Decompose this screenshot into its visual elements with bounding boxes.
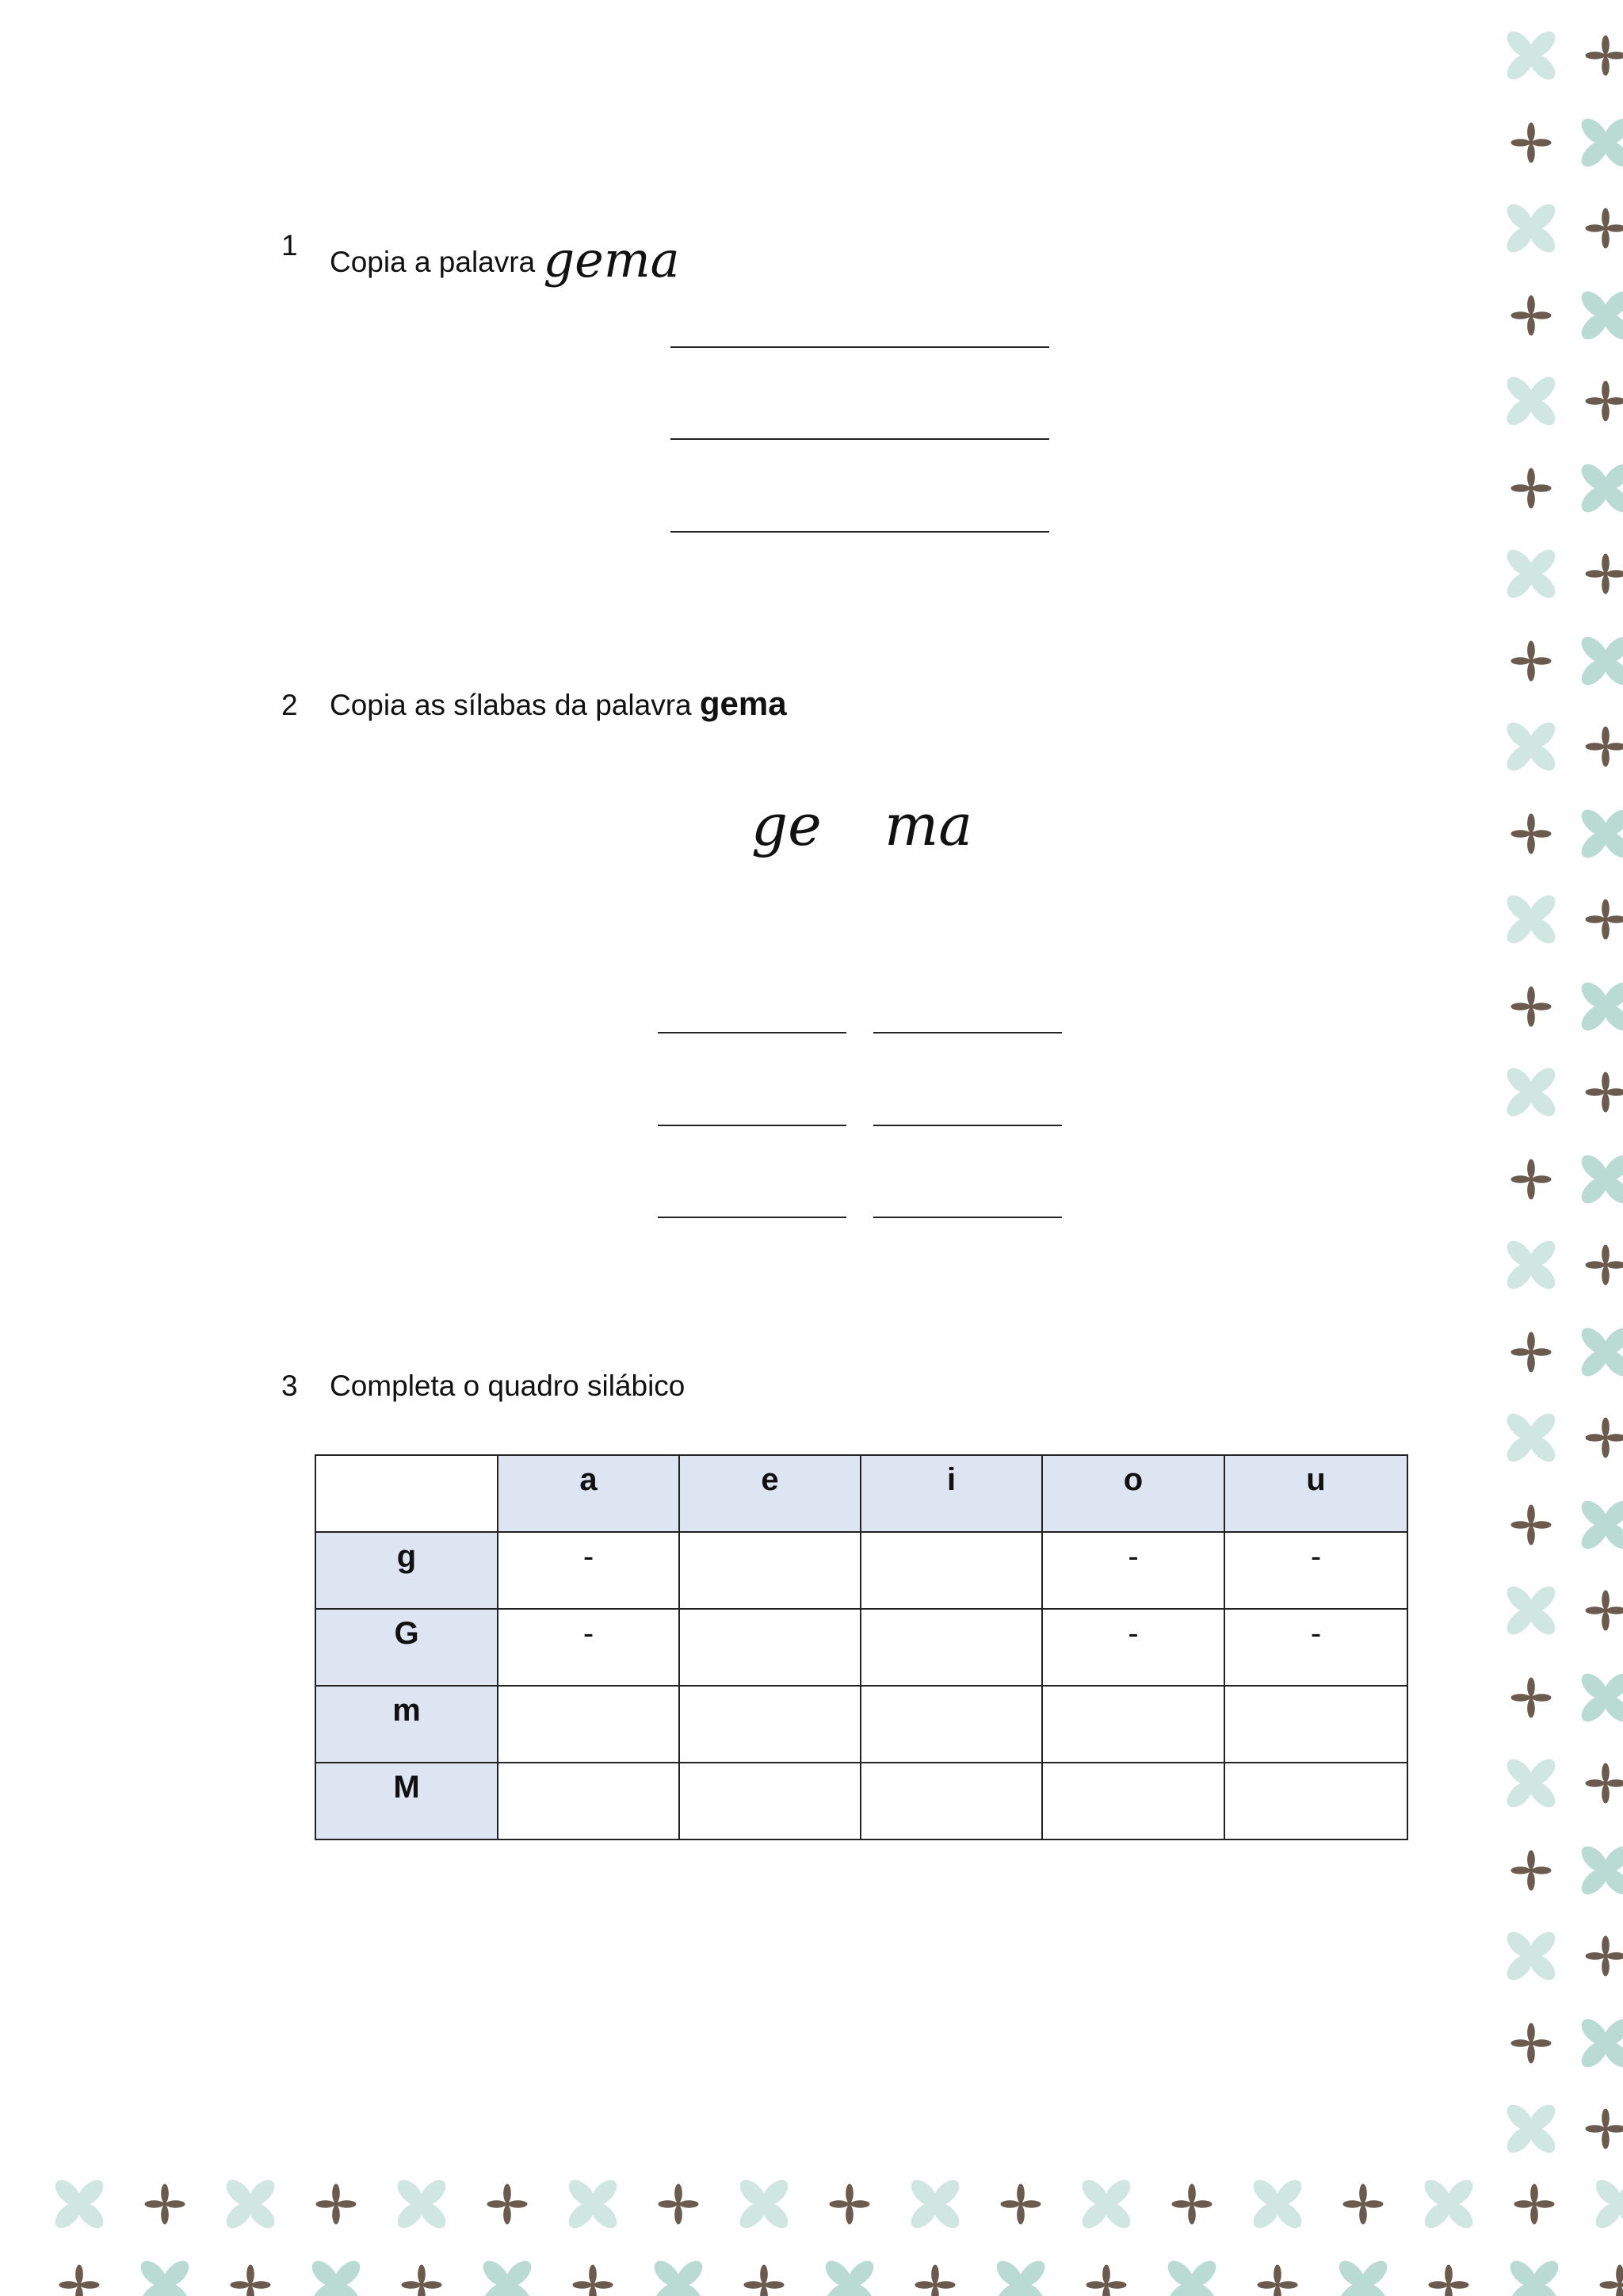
flower-icon	[136, 2256, 193, 2296]
row-header-G: G	[315, 1609, 498, 1686]
flower-icon	[1503, 2100, 1560, 2157]
flower-icon	[1577, 2015, 1623, 2072]
small-flower-icon	[744, 2265, 785, 2296]
syllable-line-ma-1[interactable]	[873, 1032, 1062, 1033]
table-cell: -	[1042, 1532, 1224, 1609]
table-cell: -	[1224, 1532, 1407, 1609]
table-row	[315, 1609, 1407, 1686]
flower-icon	[51, 2176, 108, 2233]
syllable-ma: ma	[884, 792, 973, 858]
question-2-text	[330, 687, 787, 720]
flower-icon	[1503, 545, 1560, 602]
question-3-text: Completa o quadro silábico	[330, 1370, 685, 1402]
row-header-m: m	[315, 1686, 498, 1763]
small-flower-icon	[1514, 2184, 1555, 2225]
flower-icon	[821, 2256, 878, 2296]
small-flower-icon	[1586, 727, 1623, 767]
answer-line-1[interactable]	[670, 346, 1049, 348]
flower-icon	[1078, 2176, 1135, 2233]
small-flower-icon	[659, 2184, 699, 2225]
small-flower-icon	[1586, 208, 1623, 249]
floral-border-right	[1496, 0, 1623, 2187]
small-flower-icon	[1586, 36, 1623, 76]
flower-icon	[393, 2176, 450, 2233]
small-flower-icon	[1511, 641, 1552, 682]
small-flower-icon	[1586, 381, 1623, 422]
table-cell[interactable]	[498, 1763, 679, 1839]
question-3-number: 3	[281, 1370, 298, 1402]
flower-icon	[1503, 1236, 1560, 1293]
small-flower-icon	[145, 2184, 185, 2225]
question-1-number: 1	[281, 229, 298, 262]
small-flower-icon	[1586, 1936, 1623, 1977]
small-flower-icon	[1586, 2109, 1623, 2149]
flower-icon	[650, 2256, 707, 2296]
table-cell[interactable]	[1224, 1763, 1407, 1839]
small-flower-icon	[915, 2265, 956, 2296]
row-header-M: M	[315, 1763, 498, 1839]
flower-icon	[222, 2176, 279, 2233]
flower-icon	[1577, 1496, 1623, 1553]
small-flower-icon	[231, 2265, 271, 2296]
table-cell[interactable]	[679, 1532, 861, 1609]
small-flower-icon	[1586, 900, 1623, 940]
table-header-row	[315, 1455, 1407, 1532]
flower-icon	[1577, 114, 1623, 171]
table-row	[315, 1532, 1407, 1609]
table-cell[interactable]	[1042, 1686, 1224, 1763]
table-cell: -	[498, 1609, 679, 1686]
flower-icon	[1163, 2256, 1220, 2296]
small-flower-icon	[1586, 1763, 1623, 1804]
small-flower-icon	[316, 2184, 357, 2225]
flower-icon	[1503, 1409, 1560, 1466]
flower-icon	[1249, 2176, 1306, 2233]
small-flower-icon	[1429, 2265, 1469, 2296]
flower-icon	[1503, 200, 1560, 257]
small-flower-icon	[1511, 1851, 1552, 1891]
question-2-word: gema	[699, 685, 787, 722]
table-corner-cell	[315, 1455, 498, 1532]
small-flower-icon	[1511, 2023, 1552, 2064]
column-header-e: e	[679, 1455, 861, 1532]
flower-icon	[1503, 891, 1560, 948]
small-flower-icon	[402, 2265, 442, 2296]
small-flower-icon	[1586, 1245, 1623, 1286]
flower-icon	[1503, 1755, 1560, 1812]
small-flower-icon	[1586, 1072, 1623, 1113]
flower-icon	[307, 2256, 365, 2296]
small-flower-icon	[1511, 468, 1552, 509]
small-flower-icon	[1586, 1418, 1623, 1458]
table-cell[interactable]	[1224, 1686, 1407, 1763]
syllable-table	[315, 1454, 1408, 1840]
flower-icon	[1577, 1324, 1623, 1381]
small-flower-icon	[1001, 2184, 1041, 2225]
syllable-line-ma-2[interactable]	[873, 1125, 1062, 1126]
column-header-i: i	[861, 1455, 1042, 1532]
table-cell[interactable]	[861, 1609, 1042, 1686]
syllable-line-ge-2[interactable]	[658, 1125, 846, 1126]
table-row	[315, 1686, 1407, 1763]
flower-icon	[1503, 27, 1560, 84]
row-header-g: g	[315, 1532, 498, 1609]
syllable-line-ma-3[interactable]	[873, 1217, 1062, 1218]
flower-icon	[1577, 805, 1623, 862]
small-flower-icon	[1600, 2265, 1623, 2296]
syllable-ge: ge	[751, 792, 822, 858]
question-2-number: 2	[281, 689, 298, 721]
flower-icon	[564, 2176, 621, 2233]
small-flower-icon	[59, 2265, 100, 2296]
table-cell: -	[1224, 1609, 1407, 1686]
flower-icon	[1577, 632, 1623, 690]
small-flower-icon	[1511, 1678, 1552, 1718]
syllable-line-ge-1[interactable]	[658, 1032, 846, 1033]
small-flower-icon	[1343, 2184, 1384, 2225]
flower-icon	[1577, 287, 1623, 344]
small-flower-icon	[487, 2184, 528, 2225]
small-flower-icon	[1511, 123, 1552, 163]
question-1-label: Copia a palavra	[330, 246, 536, 278]
flower-icon	[735, 2176, 792, 2233]
table-row	[315, 1763, 1407, 1839]
table-cell: -	[1042, 1609, 1224, 1686]
answer-line-3[interactable]	[670, 531, 1049, 533]
table-cell[interactable]	[861, 1686, 1042, 1763]
answer-line-2[interactable]	[670, 438, 1049, 440]
small-flower-icon	[1511, 1505, 1552, 1545]
floral-border-bottom	[0, 2168, 1623, 2296]
flower-icon	[1506, 2256, 1563, 2296]
flower-icon	[1577, 978, 1623, 1035]
flower-icon	[1503, 372, 1560, 430]
table-cell[interactable]	[861, 1763, 1042, 1839]
small-flower-icon	[1086, 2265, 1127, 2296]
small-flower-icon	[1511, 1332, 1552, 1373]
flower-icon	[1420, 2176, 1477, 2233]
small-flower-icon	[1511, 296, 1552, 336]
small-flower-icon	[1586, 1591, 1623, 1631]
syllable-line-ge-3[interactable]	[658, 1217, 846, 1218]
column-header-u: u	[1224, 1455, 1407, 1532]
flower-icon	[907, 2176, 964, 2233]
table-cell: -	[498, 1532, 679, 1609]
table-cell[interactable]	[679, 1763, 861, 1839]
small-flower-icon	[573, 2265, 613, 2296]
flower-icon	[1577, 1151, 1623, 1208]
small-flower-icon	[1586, 554, 1623, 594]
question-1-word: gema	[543, 231, 680, 288]
flower-icon	[1577, 1669, 1623, 1726]
question-2-label: Copia as sílabas da palavra	[330, 689, 692, 721]
table-cell[interactable]	[1042, 1763, 1224, 1839]
small-flower-icon	[1511, 814, 1552, 854]
small-flower-icon	[1258, 2265, 1298, 2296]
column-header-o: o	[1042, 1455, 1224, 1532]
flower-icon	[1503, 718, 1560, 775]
flower-icon	[1577, 1842, 1623, 1899]
flower-icon	[1591, 2176, 1623, 2233]
flower-icon	[1503, 1064, 1560, 1121]
flower-icon	[479, 2256, 536, 2296]
table-cell[interactable]	[861, 1532, 1042, 1609]
small-flower-icon	[1511, 1159, 1552, 1200]
small-flower-icon	[830, 2184, 870, 2225]
table-cell[interactable]	[679, 1609, 861, 1686]
flower-icon	[1503, 1927, 1560, 1985]
flower-icon	[992, 2256, 1049, 2296]
flower-icon	[1577, 460, 1623, 517]
small-flower-icon	[1511, 987, 1552, 1027]
column-header-a: a	[498, 1455, 679, 1532]
table-cell[interactable]	[498, 1686, 679, 1763]
question-1-text	[330, 231, 680, 288]
flower-icon	[1335, 2256, 1392, 2296]
flower-icon	[1503, 1582, 1560, 1639]
table-cell[interactable]	[679, 1686, 861, 1763]
small-flower-icon	[1172, 2184, 1212, 2225]
